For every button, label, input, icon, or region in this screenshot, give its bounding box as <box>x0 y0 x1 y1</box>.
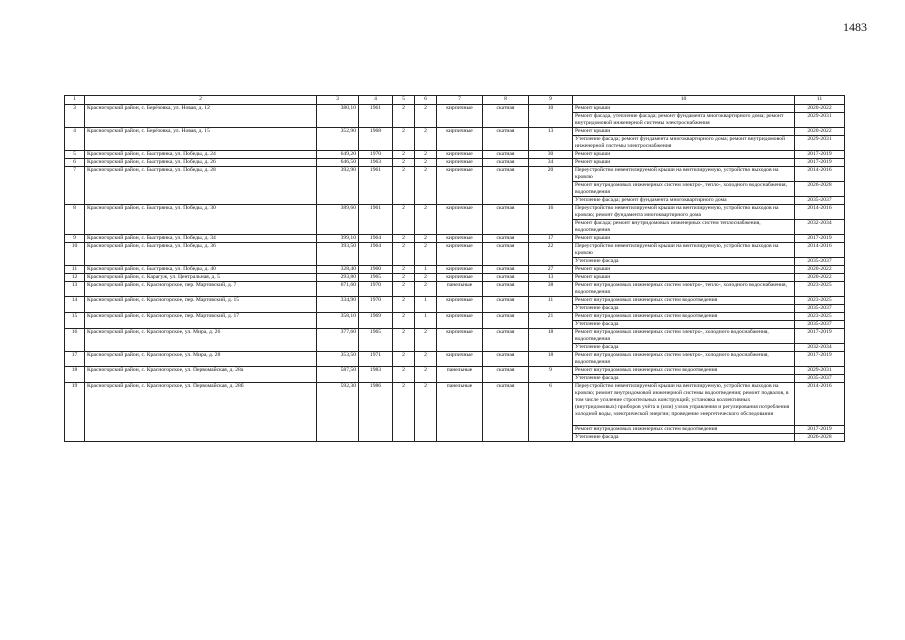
house-number-cell: 10 <box>65 243 85 266</box>
address-cell: Красногорский район, с. Быстрянка, ул. Победы, д. 30 <box>85 205 317 235</box>
year-built-cell: 1986 <box>359 383 393 442</box>
wall-material-cell: кирпичные <box>437 297 483 313</box>
apartments-cell: 6 <box>529 383 573 442</box>
address-cell: Красногорский район, с. Быстрянка, ул. Победы, д. 28 <box>85 167 317 205</box>
floors-cell: 2 <box>393 167 415 205</box>
period-cell: 2020-2022 <box>795 105 845 113</box>
roof-type-cell: скатная <box>483 282 529 297</box>
apartments-cell: 27 <box>529 266 573 274</box>
house-number-cell: 4 <box>65 128 85 151</box>
house-number-cell: 12 <box>65 274 85 282</box>
wall-material-cell: кирпичные <box>437 205 483 235</box>
entrances-cell: 2 <box>415 383 437 442</box>
table-row <box>65 128 845 136</box>
period-cell: 2017-2019 <box>795 235 845 243</box>
work-type-cell: Утепление фасада <box>573 321 795 329</box>
roof-type-cell: скатная <box>483 266 529 274</box>
floors-cell: 2 <box>393 105 415 128</box>
roof-type-cell: скатная <box>483 243 529 266</box>
house-number-cell: 7 <box>65 167 85 205</box>
period-cell: 2020-2022 <box>795 274 845 282</box>
period-cell: 2032-2034 <box>795 344 845 352</box>
capital-repair-table <box>64 95 845 442</box>
work-type-cell: Утепление фасада; ремонт фундамента многоквартирного дома; ремонт внутридомовой инженерной системы электроснабжения <box>573 136 795 151</box>
address-cell: Красногорский район, с. Красногорское, ул. Мира, д. 28 <box>85 352 317 367</box>
entrances-cell: 2 <box>415 367 437 383</box>
entrances-cell: 1 <box>415 313 437 329</box>
wall-material-cell: кирпичные <box>437 274 483 282</box>
year-built-cell: 1960 <box>359 266 393 274</box>
roof-type-cell: скатная <box>483 159 529 167</box>
year-built-cell: 1963 <box>359 159 393 167</box>
column-number-6: 6 <box>415 96 437 105</box>
wall-material-cell: кирпичные <box>437 105 483 128</box>
address-cell: Красногорский район, с. Берёзовка, ул. Новая, д. 15 <box>85 128 317 151</box>
period-cell: 2029-2031 <box>795 113 845 128</box>
column-number-10: 10 <box>573 96 795 105</box>
period-cell: 2017-2019 <box>795 151 845 159</box>
apartments-cell: 13 <box>529 128 573 151</box>
floors-cell: 2 <box>393 329 415 352</box>
roof-type-cell: скатная <box>483 128 529 151</box>
area-cell: 393,50 <box>317 243 359 266</box>
period-cell: 2029-2031 <box>795 136 845 151</box>
roof-type-cell: скатная <box>483 367 529 383</box>
floors-cell: 2 <box>393 235 415 243</box>
work-type-cell: Переустройство невентилируемой крыши на вентилируемую, устройство выходов на кровлю; ремонт фундамента многоквартирного дома <box>573 205 795 220</box>
roof-type-cell: скатная <box>483 313 529 329</box>
address-cell: Красногорский район, с. Красногорское, пер. Мартовский, д. 15 <box>85 297 317 313</box>
year-built-cell: 1961 <box>359 105 393 128</box>
wall-material-cell: кирпичные <box>437 151 483 159</box>
work-type-cell: Ремонт крыши <box>573 151 795 159</box>
period-cell: 2023-2025 <box>795 282 845 297</box>
table-row <box>65 205 845 220</box>
period-cell: 2035-2037 <box>795 321 845 329</box>
area-cell: 293,80 <box>317 274 359 282</box>
work-type-cell: Переустройство невентилируемой крыши на вентилируемую, устройство выходов на кровлю <box>573 243 795 258</box>
floors-cell: 2 <box>393 297 415 313</box>
table-row <box>65 243 845 258</box>
address-cell: Красногорский район, с. Берёзовка, ул. Новая, д. 12 <box>85 105 317 128</box>
roof-type-cell: скатная <box>483 167 529 205</box>
column-number-1: 1 <box>65 96 85 105</box>
work-type-cell: Ремонт крыши <box>573 274 795 282</box>
work-type-cell: Ремонт фасада, утепление фасада; ремонт фундамента многоквартирного дома; ремонт внутридомовой инженерной системы электроснабжения <box>573 113 795 128</box>
area-cell: 328,40 <box>317 266 359 274</box>
apartments-cell: 22 <box>529 243 573 266</box>
address-cell: Красногорский район, с. Быстрянка, ул. Победы, д. 24 <box>85 151 317 159</box>
house-number-cell: 14 <box>65 297 85 313</box>
roof-type-cell: скатная <box>483 297 529 313</box>
wall-material-cell: кирпичные <box>437 235 483 243</box>
wall-material-cell: кирпичные <box>437 167 483 205</box>
period-cell: 2026-2028 <box>795 434 845 442</box>
area-cell: 353,50 <box>317 352 359 367</box>
apartments-cell: 13 <box>529 274 573 282</box>
wall-material-cell: кирпичные <box>437 266 483 274</box>
work-type-cell: Утепление фасада <box>573 305 795 313</box>
area-cell: 334,90 <box>317 297 359 313</box>
column-number-3: 3 <box>317 96 359 105</box>
area-cell: 392,90 <box>317 167 359 205</box>
column-number-9: 9 <box>529 96 573 105</box>
floors-cell: 2 <box>393 205 415 235</box>
apartments-cell: 11 <box>529 297 573 313</box>
wall-material-cell: кирпичные <box>437 329 483 352</box>
entrances-cell: 2 <box>415 167 437 205</box>
work-type-cell: Ремонт крыши <box>573 128 795 136</box>
period-cell: 2035-2037 <box>795 375 845 383</box>
area-cell: 592,30 <box>317 383 359 442</box>
roof-type-cell: скатная <box>483 274 529 282</box>
address-cell: Красногорский район, с. Быстрянка, ул. Победы, д. 36 <box>85 243 317 266</box>
column-number-8: 8 <box>483 96 529 105</box>
column-number-5: 5 <box>393 96 415 105</box>
year-built-cell: 1970 <box>359 297 393 313</box>
address-cell: Красногорский район, с. Карагуж, ул. Центральная, д. 5 <box>85 274 317 282</box>
period-cell: 2017-2019 <box>795 426 845 434</box>
floors-cell: 2 <box>393 151 415 159</box>
work-type-cell: Ремонт внутридомовых инженерных систем электро-, холодного водоснабжения, водоотведения <box>573 329 795 344</box>
apartments-cell: 21 <box>529 313 573 329</box>
apartments-cell: 9 <box>529 367 573 383</box>
area-cell: 671,60 <box>317 282 359 297</box>
entrances-cell: 2 <box>415 235 437 243</box>
table-row <box>65 159 845 167</box>
period-cell: 2029-2031 <box>795 367 845 375</box>
floors-cell: 2 <box>393 383 415 442</box>
year-built-cell: 1968 <box>359 128 393 151</box>
floors-cell: 2 <box>393 352 415 367</box>
apartments-cell: 34 <box>529 159 573 167</box>
area-cell: 358,10 <box>317 313 359 329</box>
period-cell: 2014-2016 <box>795 383 845 426</box>
wall-material-cell: панельные <box>437 367 483 383</box>
address-cell: Красногорский район, с. Быстрянка, ул. Победы, д. 40 <box>85 266 317 274</box>
table-row <box>65 235 845 243</box>
apartments-cell: 38 <box>529 282 573 297</box>
wall-material-cell: кирпичные <box>437 159 483 167</box>
house-number-cell: 19 <box>65 383 85 442</box>
work-type-cell: Утепление фасада <box>573 344 795 352</box>
period-cell: 2035-2037 <box>795 305 845 313</box>
year-built-cell: 1964 <box>359 235 393 243</box>
work-type-cell: Утепление фасада <box>573 434 795 442</box>
apartments-cell: 18 <box>529 329 573 352</box>
area-cell: 649,20 <box>317 151 359 159</box>
table-row <box>65 297 845 305</box>
apartments-cell: 20 <box>529 167 573 205</box>
roof-type-cell: скатная <box>483 383 529 442</box>
table-row <box>65 313 845 321</box>
work-type-cell: Ремонт фасада; ремонт внутридомовых инженерных систем теплоснабжения, водоотведения <box>573 220 795 235</box>
floors-cell: 2 <box>393 367 415 383</box>
floors-cell: 2 <box>393 159 415 167</box>
address-cell: Красногорский район, с. Красногорское, пер. Мартовский, д. 7 <box>85 282 317 297</box>
entrances-cell: 2 <box>415 243 437 266</box>
apartments-cell: 18 <box>529 352 573 367</box>
house-number-cell: 9 <box>65 235 85 243</box>
entrances-cell: 2 <box>415 329 437 352</box>
area-cell: 646,50 <box>317 159 359 167</box>
area-cell: 380,10 <box>317 105 359 128</box>
roof-type-cell: скатная <box>483 105 529 128</box>
entrances-cell: 2 <box>415 282 437 297</box>
entrances-cell: 2 <box>415 105 437 128</box>
period-cell: 2020-2022 <box>795 128 845 136</box>
wall-material-cell: кирпичные <box>437 128 483 151</box>
period-cell: 2023-2025 <box>795 297 845 305</box>
work-type-cell: Утепление фасада; ремонт фундамента многоквартирного дома <box>573 197 795 205</box>
year-built-cell: 1970 <box>359 282 393 297</box>
house-number-cell: 18 <box>65 367 85 383</box>
floors-cell: 2 <box>393 274 415 282</box>
column-number-2: 2 <box>85 96 317 105</box>
entrances-cell: 1 <box>415 266 437 274</box>
period-cell: 2035-2037 <box>795 197 845 205</box>
table-row <box>65 266 845 274</box>
work-type-cell: Утепление фасада <box>573 258 795 266</box>
period-cell: 2020-2022 <box>795 266 845 274</box>
entrances-cell: 2 <box>415 151 437 159</box>
work-type-cell: Утепление фасада <box>573 375 795 383</box>
entrances-cell: 2 <box>415 274 437 282</box>
entrances-cell: 2 <box>415 128 437 151</box>
work-type-cell: Ремонт внутридомовых инженерных систем водоотведения <box>573 297 795 305</box>
year-built-cell: 1970 <box>359 151 393 159</box>
table-row <box>65 383 845 426</box>
period-cell: 2026-2028 <box>795 182 845 197</box>
address-cell: Красногорский район, с. Быстрянка, ул. Победы, д. 34 <box>85 235 317 243</box>
entrances-cell: 2 <box>415 159 437 167</box>
work-type-cell: Переустройство невентилируемой крыши на вентилируемую, устройство выходов на кровлю <box>573 167 795 182</box>
floors-cell: 2 <box>393 266 415 274</box>
work-type-cell: Ремонт крыши <box>573 159 795 167</box>
floors-cell: 2 <box>393 243 415 266</box>
table-row <box>65 167 845 182</box>
wall-material-cell: кирпичные <box>437 352 483 367</box>
table-row <box>65 329 845 344</box>
wall-material-cell: панельные <box>437 383 483 442</box>
house-number-cell: 13 <box>65 282 85 297</box>
work-type-cell: Ремонт внутридомовых инженерных систем водоотведения <box>573 367 795 375</box>
floors-cell: 2 <box>393 313 415 329</box>
house-number-cell: 11 <box>65 266 85 274</box>
area-cell: 377,60 <box>317 329 359 352</box>
work-type-cell: Ремонт внутридомовых инженерных систем водоотведения <box>573 426 795 434</box>
table-row <box>65 105 845 113</box>
entrances-cell: 2 <box>415 205 437 235</box>
period-cell: 2014-2016 <box>795 167 845 182</box>
year-built-cell: 1969 <box>359 313 393 329</box>
house-number-cell: 15 <box>65 313 85 329</box>
address-cell: Красногорский район, с. Красногорское, ул. Мира, д. 26 <box>85 329 317 352</box>
year-built-cell: 1965 <box>359 329 393 352</box>
area-cell: 399,10 <box>317 235 359 243</box>
address-cell: Красногорский район, с. Красногорское, пер. Мартовский, д. 17 <box>85 313 317 329</box>
work-type-cell: Ремонт внутридомовых инженерных систем водоотведения <box>573 313 795 321</box>
column-number-4: 4 <box>359 96 393 105</box>
apartments-cell: 30 <box>529 151 573 159</box>
area-cell: 352,90 <box>317 128 359 151</box>
year-built-cell: 1983 <box>359 367 393 383</box>
wall-material-cell: панельные <box>437 282 483 297</box>
entrances-cell: 1 <box>415 297 437 313</box>
period-cell: 2017-2019 <box>795 329 845 344</box>
roof-type-cell: скатная <box>483 205 529 235</box>
apartments-cell: 17 <box>529 235 573 243</box>
floors-cell: 2 <box>393 128 415 151</box>
address-cell: Красногорский район, с. Красногорское, ул. Первомайская, д. 28б <box>85 383 317 442</box>
work-type-cell: Ремонт крыши <box>573 266 795 274</box>
area-cell: 389,60 <box>317 205 359 235</box>
roof-type-cell: скатная <box>483 329 529 352</box>
house-number-cell: 17 <box>65 352 85 367</box>
house-number-cell: 6 <box>65 159 85 167</box>
apartments-cell: 10 <box>529 105 573 128</box>
period-cell: 2035-2037 <box>795 258 845 266</box>
work-type-cell: Ремонт внутридомовых инженерных систем электро-, тепло-, холодного водоснабжения, водоотведения <box>573 282 795 297</box>
house-number-cell: 8 <box>65 205 85 235</box>
address-cell: Красногорский район, с. Красногорское, ул. Первомайская, д. 28а <box>85 367 317 383</box>
period-cell: 2014-2016 <box>795 243 845 258</box>
year-built-cell: 1964 <box>359 243 393 266</box>
floors-cell: 2 <box>393 282 415 297</box>
table-body <box>65 96 845 442</box>
period-cell: 2014-2016 <box>795 205 845 220</box>
year-built-cell: 1971 <box>359 352 393 367</box>
table-row <box>65 151 845 159</box>
wall-material-cell: кирпичные <box>437 313 483 329</box>
work-type-cell: Ремонт внутридомовых инженерных систем электро-, холодного водоснабжения, водоотведения <box>573 352 795 367</box>
house-number-cell: 3 <box>65 105 85 128</box>
column-number-row <box>65 96 845 105</box>
year-built-cell: 1961 <box>359 205 393 235</box>
area-cell: 587,50 <box>317 367 359 383</box>
roof-type-cell: скатная <box>483 151 529 159</box>
period-cell: 2017-2019 <box>795 159 845 167</box>
work-type-cell: Ремонт крыши <box>573 235 795 243</box>
roof-type-cell: скатная <box>483 352 529 367</box>
table-row <box>65 352 845 367</box>
work-type-cell: Ремонт внутридомовых инженерных систем электро-, тепло-, холодного водоснабжения, водоотведения <box>573 182 795 197</box>
period-cell: 2017-2019 <box>795 352 845 367</box>
house-number-cell: 16 <box>65 329 85 352</box>
work-type-cell: Переустройство невентилируемой крыши на вентилируемую, устройство выходов на кровлю; ремонт внутридомовой инженерной системы водоотведения; ремонт подвалов, в том числе усиление строительных конструкций; установка коллективных (внутридомовых) приборов учёта и (или) узлов управления и регулирования потребления холодной воды, электрической энергии; проведение энергетического обследования <box>573 383 795 426</box>
year-built-cell: 1961 <box>359 167 393 205</box>
year-built-cell: 1965 <box>359 274 393 282</box>
period-cell: 2032-2034 <box>795 220 845 235</box>
address-cell: Красногорский район, с. Быстрянка, ул. Победы, д. 26 <box>85 159 317 167</box>
page-number: 1483 <box>843 20 867 34</box>
period-cell: 2023-2025 <box>795 313 845 321</box>
table-row <box>65 367 845 375</box>
apartments-cell: 16 <box>529 205 573 235</box>
entrances-cell: 2 <box>415 352 437 367</box>
column-number-7: 7 <box>437 96 483 105</box>
table-row <box>65 282 845 297</box>
roof-type-cell: скатная <box>483 235 529 243</box>
column-number-11: 11 <box>795 96 845 105</box>
work-type-cell: Ремонт крыши <box>573 105 795 113</box>
wall-material-cell: кирпичные <box>437 243 483 266</box>
table-row <box>65 274 845 282</box>
house-number-cell: 5 <box>65 151 85 159</box>
